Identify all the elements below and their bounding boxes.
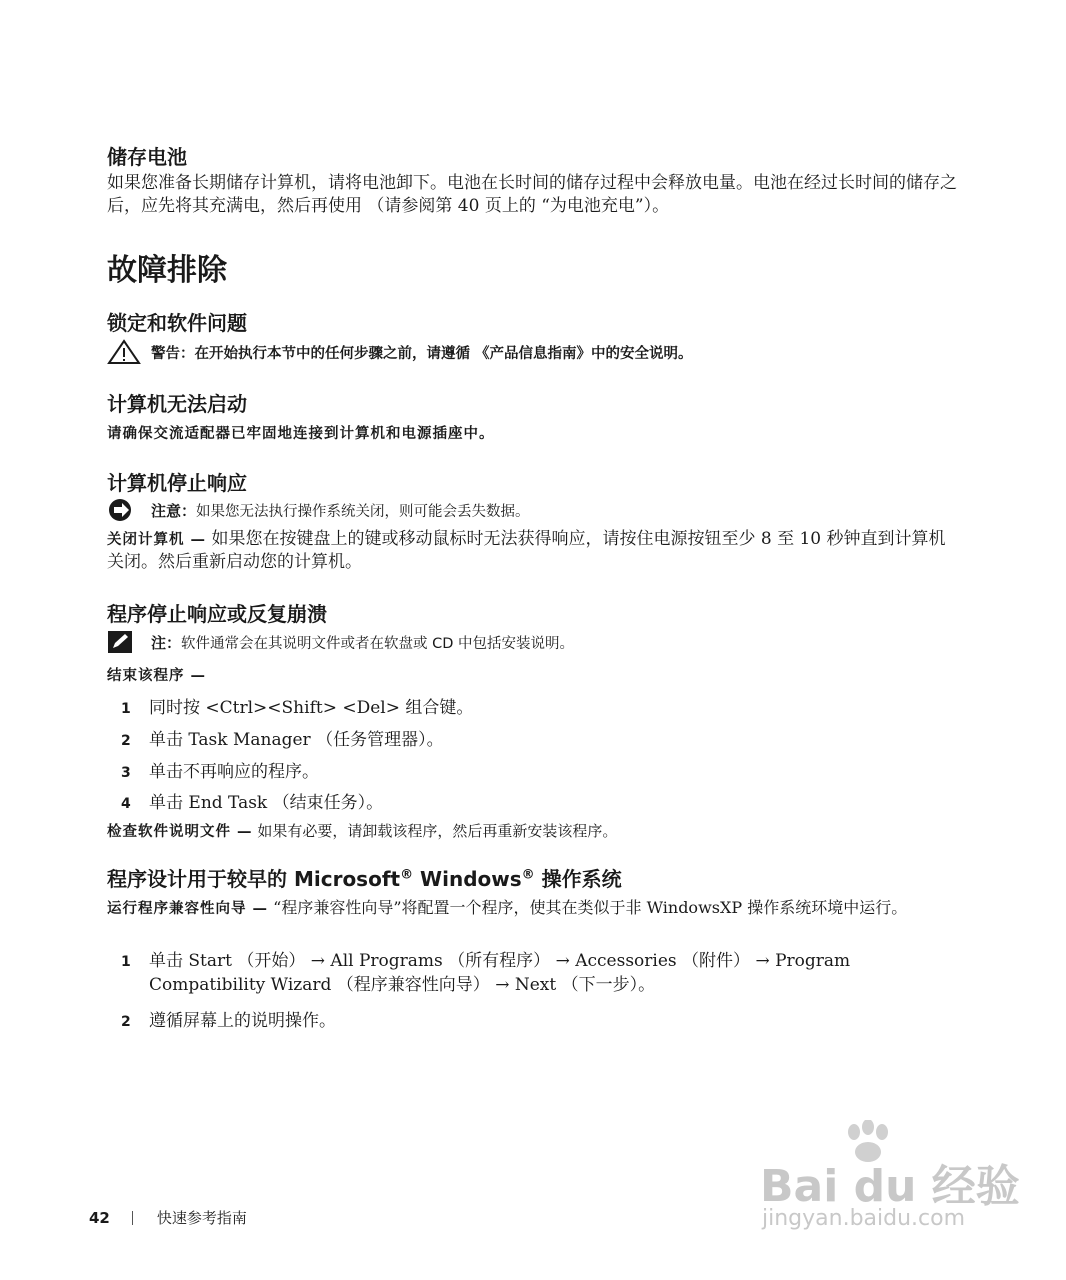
footer-divider (132, 1211, 133, 1225)
check-docs-runin: 检查软件说明文件 — (107, 824, 253, 840)
list-item: 1 单击 Start （开始） → All Programs （所有程序） → Accessories （附件） → Program Compatibility Wizard （程序兼容性向导） → Next （下一步）。 (121, 951, 851, 995)
shutdown-runin: 关闭计算机 — (107, 532, 207, 548)
caution-hand-icon (107, 498, 141, 522)
warning-notice (107, 339, 693, 365)
list-item: 4 单击 End Task （结束任务）。 (121, 793, 384, 813)
page-number: 42 (89, 1208, 110, 1227)
section-heading-no-start: 计算机无法启动 (107, 392, 247, 416)
note-notice (107, 630, 574, 654)
caution-notice (107, 498, 530, 522)
check-docs-paragraph (107, 820, 617, 841)
section-heading-lockup: 锁定和软件问题 (107, 311, 247, 335)
watermark-url: jingyan.baidu.com (762, 1206, 966, 1231)
note-pencil-icon (107, 630, 141, 654)
shutdown-text: 如果您在按键盘上的键或移动鼠标时无法获得响应，请按住电源按钮至少 8 至 10 秒钟直到计算机关闭。然后重新启动您的计算机。 (107, 529, 946, 572)
footer-title: 快速参考指南 (156, 1209, 247, 1227)
list-item: 2 单击 Task Manager （任务管理器）。 (121, 730, 444, 750)
list-item: 2 遵循屏幕上的说明操作。 (121, 1011, 336, 1031)
caution-label: 注意： (151, 501, 197, 520)
page-title: 故障排除 (107, 253, 227, 288)
note-text: 软件通常会在其说明文件或者在软盘或 CD 中包括安装说明。 (181, 635, 575, 652)
list-item: 1 同时按 <Ctrl><Shift> <Del> 组合键。 (121, 698, 474, 718)
check-docs-text: 如果有必要，请卸载该程序，然后再重新安装该程序。 (257, 822, 618, 840)
watermark-brand: Bai du 经验 (760, 1161, 1020, 1212)
list-item: 3 单击不再响应的程序。 (121, 762, 319, 782)
section-heading-older-windows: 程序设计用于较早的 Microsoft® Windows® 操作系统 (107, 867, 622, 891)
section-heading-not-responding: 计算机停止响应 (107, 471, 247, 495)
storage-paragraph: 如果您准备长期储存计算机，请将电池卸下。电池在长时间的储存过程中会释放电量。电池在经过长时间的储存之后，应先将其充满电，然后再使用 （请参阅第 40 页上的 “为电池充电”）。 (107, 173, 957, 216)
compat-wizard-paragraph (107, 898, 957, 919)
note-label: 注： (151, 633, 182, 652)
warning-triangle-icon (107, 339, 141, 365)
end-program-runin: 结束该程序 — (107, 668, 207, 684)
section-heading-program-crash: 程序停止响应或反复崩溃 (107, 602, 327, 626)
page-footer (89, 1207, 247, 1228)
section-heading-storage: 储存电池 (107, 145, 187, 169)
compat-wizard-text: “程序兼容性向导”将配置一个程序，使其在类似于非 WindowsXP 操作系统环境中运行。 (273, 898, 908, 917)
warning-text: 在开始执行本节中的任何步骤之前，请遵循 《产品信息指南》中的安全说明。 (194, 345, 693, 362)
compat-wizard-runin: 运行程序兼容性向导 — (107, 901, 269, 917)
warning-label: 警告： (151, 345, 195, 362)
no-start-text: 请确保交流适配器已牢固地连接到计算机和电源插座中。 (107, 426, 495, 442)
shutdown-paragraph (107, 528, 957, 573)
caution-text: 如果您无法执行操作系统关闭，则可能会丢失数据。 (196, 503, 530, 520)
